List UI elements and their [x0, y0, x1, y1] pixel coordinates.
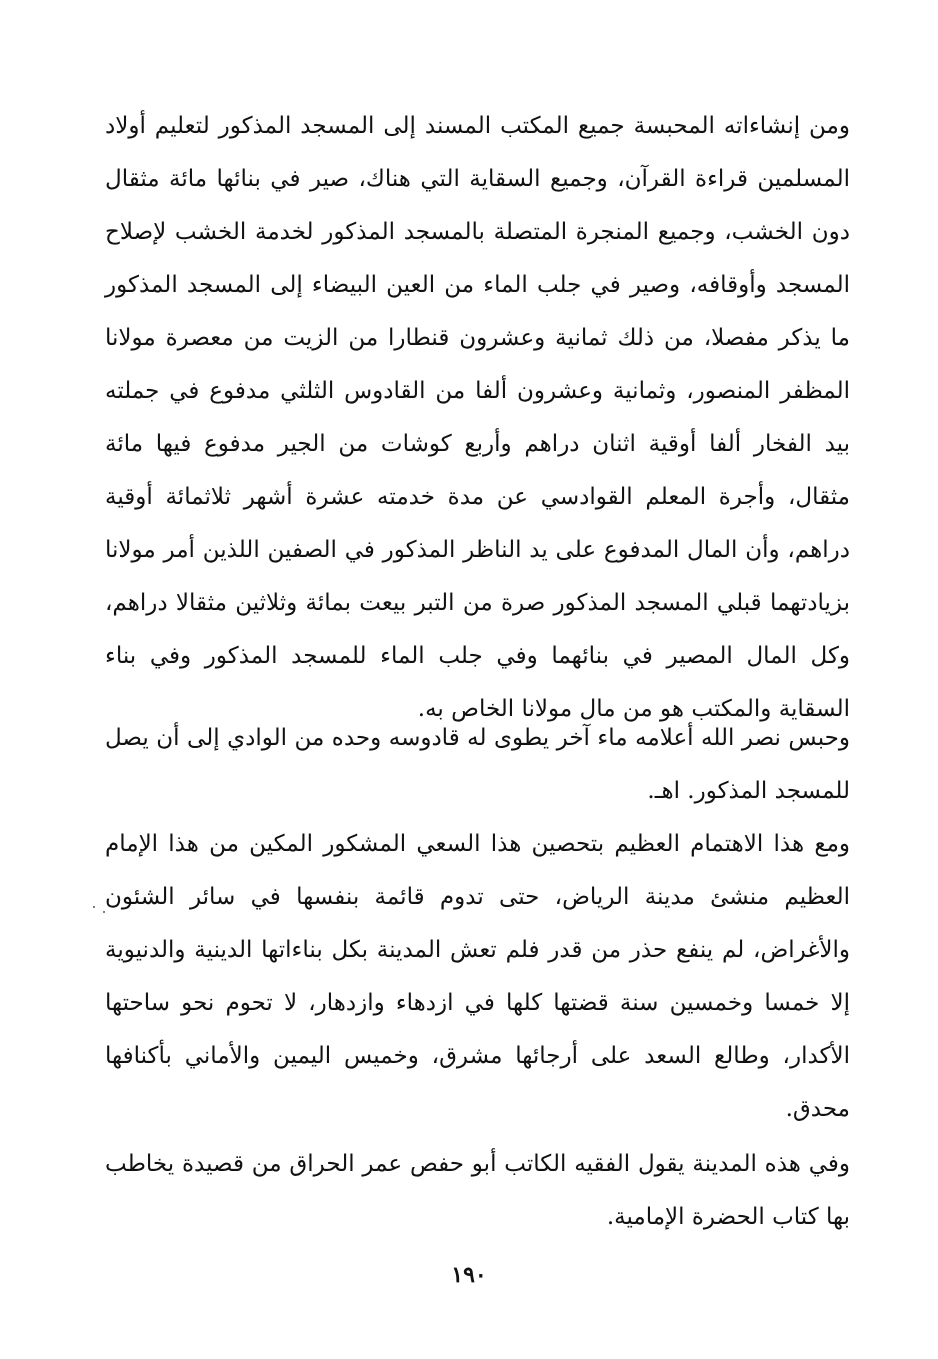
page-number: ١٩٠ [451, 1262, 487, 1288]
paragraph-endowments [105, 100, 850, 736]
scan-speck [103, 911, 105, 913]
paragraph-text: وحبس نصر الله أعلامه ماء آخر يطوى له قادوسه وحده من الوادي إلى أن يصل للمسجد المذكور. اهـ. [105, 725, 850, 804]
paragraph-text: وفي هذه المدينة يقول الفقيه الكاتب أبو حفص عمر الحراق من قصيدة يخاطب بها كتاب الحضرة الإمامية. [105, 1151, 850, 1230]
scan-speck [93, 906, 95, 908]
paragraph-poem-intro [105, 1138, 850, 1244]
paragraph-text: ومع هذا الاهتمام العظيم بتحصين هذا السعي المشكور المكين من هذا الإمام العظيم منشئ مدينة الرياض، حتى تدوم قائمة بنفسها في سائر الشئون والأغراض، لم ينفع حذر من قدر فلم تعش المدينة بكل بناءاتها الدينية والدنيوية إلا خمسا وخمسين سنة قضتها كلها في ازدهاء وازدهار، لا تحوم نحو ساحتها الأكدار، وطالع السعد على أرجائها مشرق، وخميس اليمين والأماني بأكنافها محدق. [105, 831, 850, 1122]
paragraph-water-endowment [105, 712, 850, 818]
paragraph-text: ومن إنشاءاته المحبسة جميع المكتب المسند إلى المسجد المذكور لتعليم أولاد المسلمين قراءة القرآن، وجميع السقاية التي هناك، صير في بنائها مائة مثقال دون الخشب، وجميع المنجرة المتصلة بالمسجد المذكور لخدمة الخشب لإصلاح المسجد وأوقافه، وصير في جلب الماء من العين البيضاء إلى المسجد المذكور ما يذكر مفصلا، من ذلك ثمانية وعشرون قنطارا من الزيت من معصرة مولانا المظفر المنصور، وثمانية وعشرون ألفا من القادوس الثلثي مدفوع في جملته بيد الفخار ألفا أوقية اثنان دراهم وأربع كوشات من الجير مدفوع فيها مائة مثقال، وأجرة المعلم القوادسي عن مدة خدمته عشرة أشهر ثلاثمائة أوقية دراهم، وأن المال المدفوع على يد الناظر المذكور في الصفين اللذين أمر مولانا بزيادتهما قبلي المسجد المذكور صرة من التبر بيعت بمائة وثلاثين مثقالا دراهم، وكل المال المصير في بنائهما وفي جلب الماء للمسجد المذكور وفي بناء السقاية والمكتب هو من مال مولانا الخاص به. [105, 113, 851, 722]
paragraph-city-history [105, 818, 850, 1136]
